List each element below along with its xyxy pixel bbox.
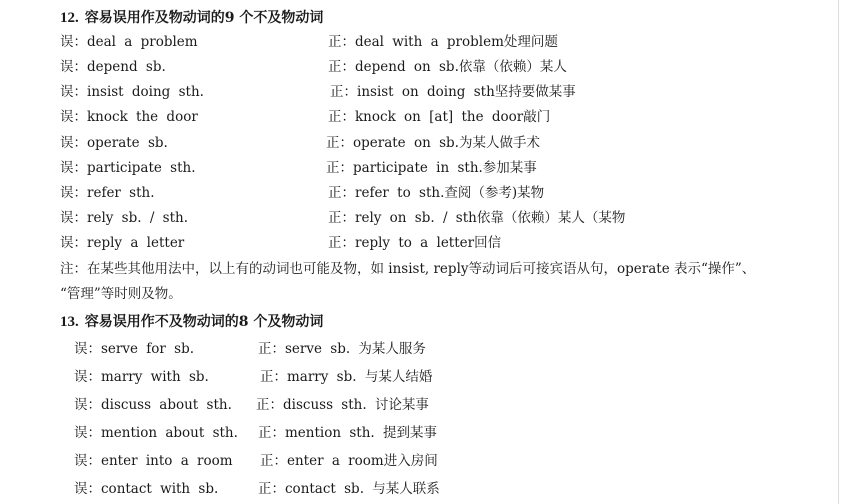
- s12-row-1-right: 正：deal with a problem处理问题: [328, 34, 558, 50]
- s12-row-4-right: 正：knock on [at] the door敲门: [328, 109, 551, 125]
- s12-row-7-wrong: 误：refer sth.: [60, 185, 155, 201]
- s12-row-5-right: 正：operate on sb.为某人做手术: [326, 135, 540, 151]
- section-12-title: 容易误用作及物动词的9 个不及物动词: [84, 10, 324, 26]
- s12-row-2-right: 正：depend on sb.依靠（依赖）某人: [328, 59, 567, 75]
- page-border: [838, 0, 839, 504]
- s12-row-1-wrong: 误：deal a problem: [60, 34, 198, 50]
- s13-row-5-right: 正：enter a room进入房间: [260, 453, 438, 469]
- s13-row-4-right: 正：mention sth. 提到某事: [258, 425, 437, 441]
- s13-row-1-right: 正：serve sb. 为某人服务: [258, 341, 426, 357]
- s13-row-4-wrong: 误：mention about sth.: [74, 425, 238, 441]
- s12-row-8-wrong: 误：rely sb. / sth.: [60, 210, 189, 226]
- section-13-title: 容易误用作不及物动词的8 个及物动词: [84, 314, 324, 330]
- s12-row-5-wrong: 误：operate sb.: [60, 135, 168, 151]
- s12-row-2-wrong: 误：depend sb.: [60, 59, 166, 75]
- s12-row-8-right: 正：rely on sb. / sth依靠（依赖）某人（某物: [328, 210, 626, 226]
- s13-row-5-wrong: 误：enter into a room: [74, 453, 233, 469]
- s12-row-4-wrong: 误：knock the door: [60, 109, 198, 125]
- section-13-heading: [60, 312, 323, 332]
- section-13-number: 13.: [60, 314, 79, 330]
- section-12-number: 12.: [60, 10, 79, 26]
- s12-row-3-right: 正：insist on doing sth坚持要做某事: [330, 84, 576, 100]
- s13-row-3-wrong: 误：discuss about sth.: [74, 397, 232, 413]
- s12-row-9-right: 正：reply to a letter回信: [328, 235, 502, 251]
- s13-row-6-wrong: 误：contact with sb.: [74, 481, 219, 497]
- s12-row-3-wrong: 误：insist doing sth.: [60, 84, 204, 100]
- s12-row-7-right: 正：refer to sth.查阅（参考)某物: [328, 185, 545, 201]
- note-line-2: “管理”等时则及物。: [60, 286, 182, 302]
- s13-row-2-wrong: 误：marry with sb.: [74, 369, 209, 385]
- s12-row-6-wrong: 误：participate sth.: [60, 160, 196, 176]
- s13-row-6-right: 正：contact sb. 与某人联系: [258, 481, 440, 497]
- s13-row-1-wrong: 误：serve for sb.: [74, 341, 195, 357]
- s13-row-3-right: 正：discuss sth. 讨论某事: [256, 397, 429, 413]
- s12-row-9-wrong: 误：reply a letter: [60, 235, 185, 251]
- note-line-1: 注：在某些其他用法中，以上有的动词也可能及物，如 insist, reply等动词后可接宾语从句，operate 表示“操作”、: [60, 261, 756, 277]
- section-12-heading: [60, 8, 323, 28]
- s13-row-2-right: 正：marry sb. 与某人结婚: [260, 369, 433, 385]
- s12-row-6-right: 正：participate in sth.参加某事: [326, 160, 537, 176]
